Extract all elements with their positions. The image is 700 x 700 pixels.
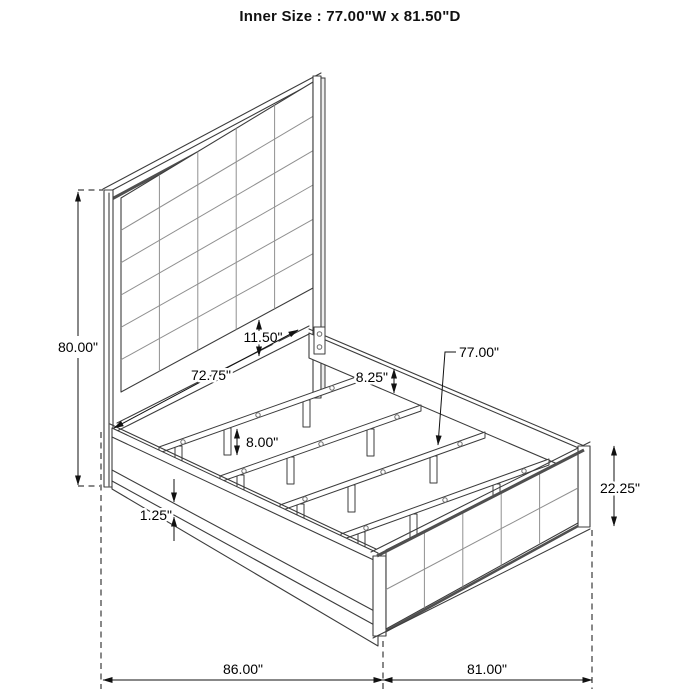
headboard <box>103 73 325 487</box>
slat-leg <box>287 457 294 484</box>
dim-rail-trim-label: 1.25" <box>139 507 172 523</box>
dim-overall-width-label: 81.00" <box>466 661 508 677</box>
far-side-rail <box>309 333 588 477</box>
near-side-rail <box>112 428 378 646</box>
footboard-near-post <box>373 556 386 636</box>
slat-row <box>159 377 356 473</box>
dim-inner-rail-length-label: 72.75" <box>190 367 232 383</box>
diagram-title: Inner Size : 77.00"W x 81.50"D <box>239 8 461 25</box>
slat-leg <box>224 428 231 455</box>
dim-slat-length-label: 77.00" <box>459 344 500 360</box>
dim-leg-height <box>237 429 278 455</box>
dim-overall-depth <box>103 661 383 680</box>
bracket-bolt-hole <box>317 332 322 337</box>
dim-leg-height-label: 8.00" <box>246 434 279 450</box>
slat-leg <box>348 485 355 512</box>
footboard <box>371 442 590 638</box>
bracket-bolt-hole <box>317 345 322 350</box>
dim-rail-height-label: 8.25" <box>355 369 388 385</box>
footboard-far-post <box>578 446 590 527</box>
slat-leg <box>430 456 437 483</box>
rail-bracket <box>314 327 325 354</box>
dim-overall-width <box>383 661 592 680</box>
dim-headboard-height <box>58 192 98 485</box>
slat-leg <box>367 429 374 456</box>
dim-overall-depth-label: 86.00" <box>222 661 264 677</box>
dim-footboard-height <box>600 446 640 526</box>
dim-panel-gap-label: 11.50" <box>243 329 283 345</box>
dim-headboard-height-label: 80.00" <box>57 339 99 355</box>
slat-leg <box>303 400 310 427</box>
dim-footboard-height-label: 22.25" <box>599 480 641 496</box>
